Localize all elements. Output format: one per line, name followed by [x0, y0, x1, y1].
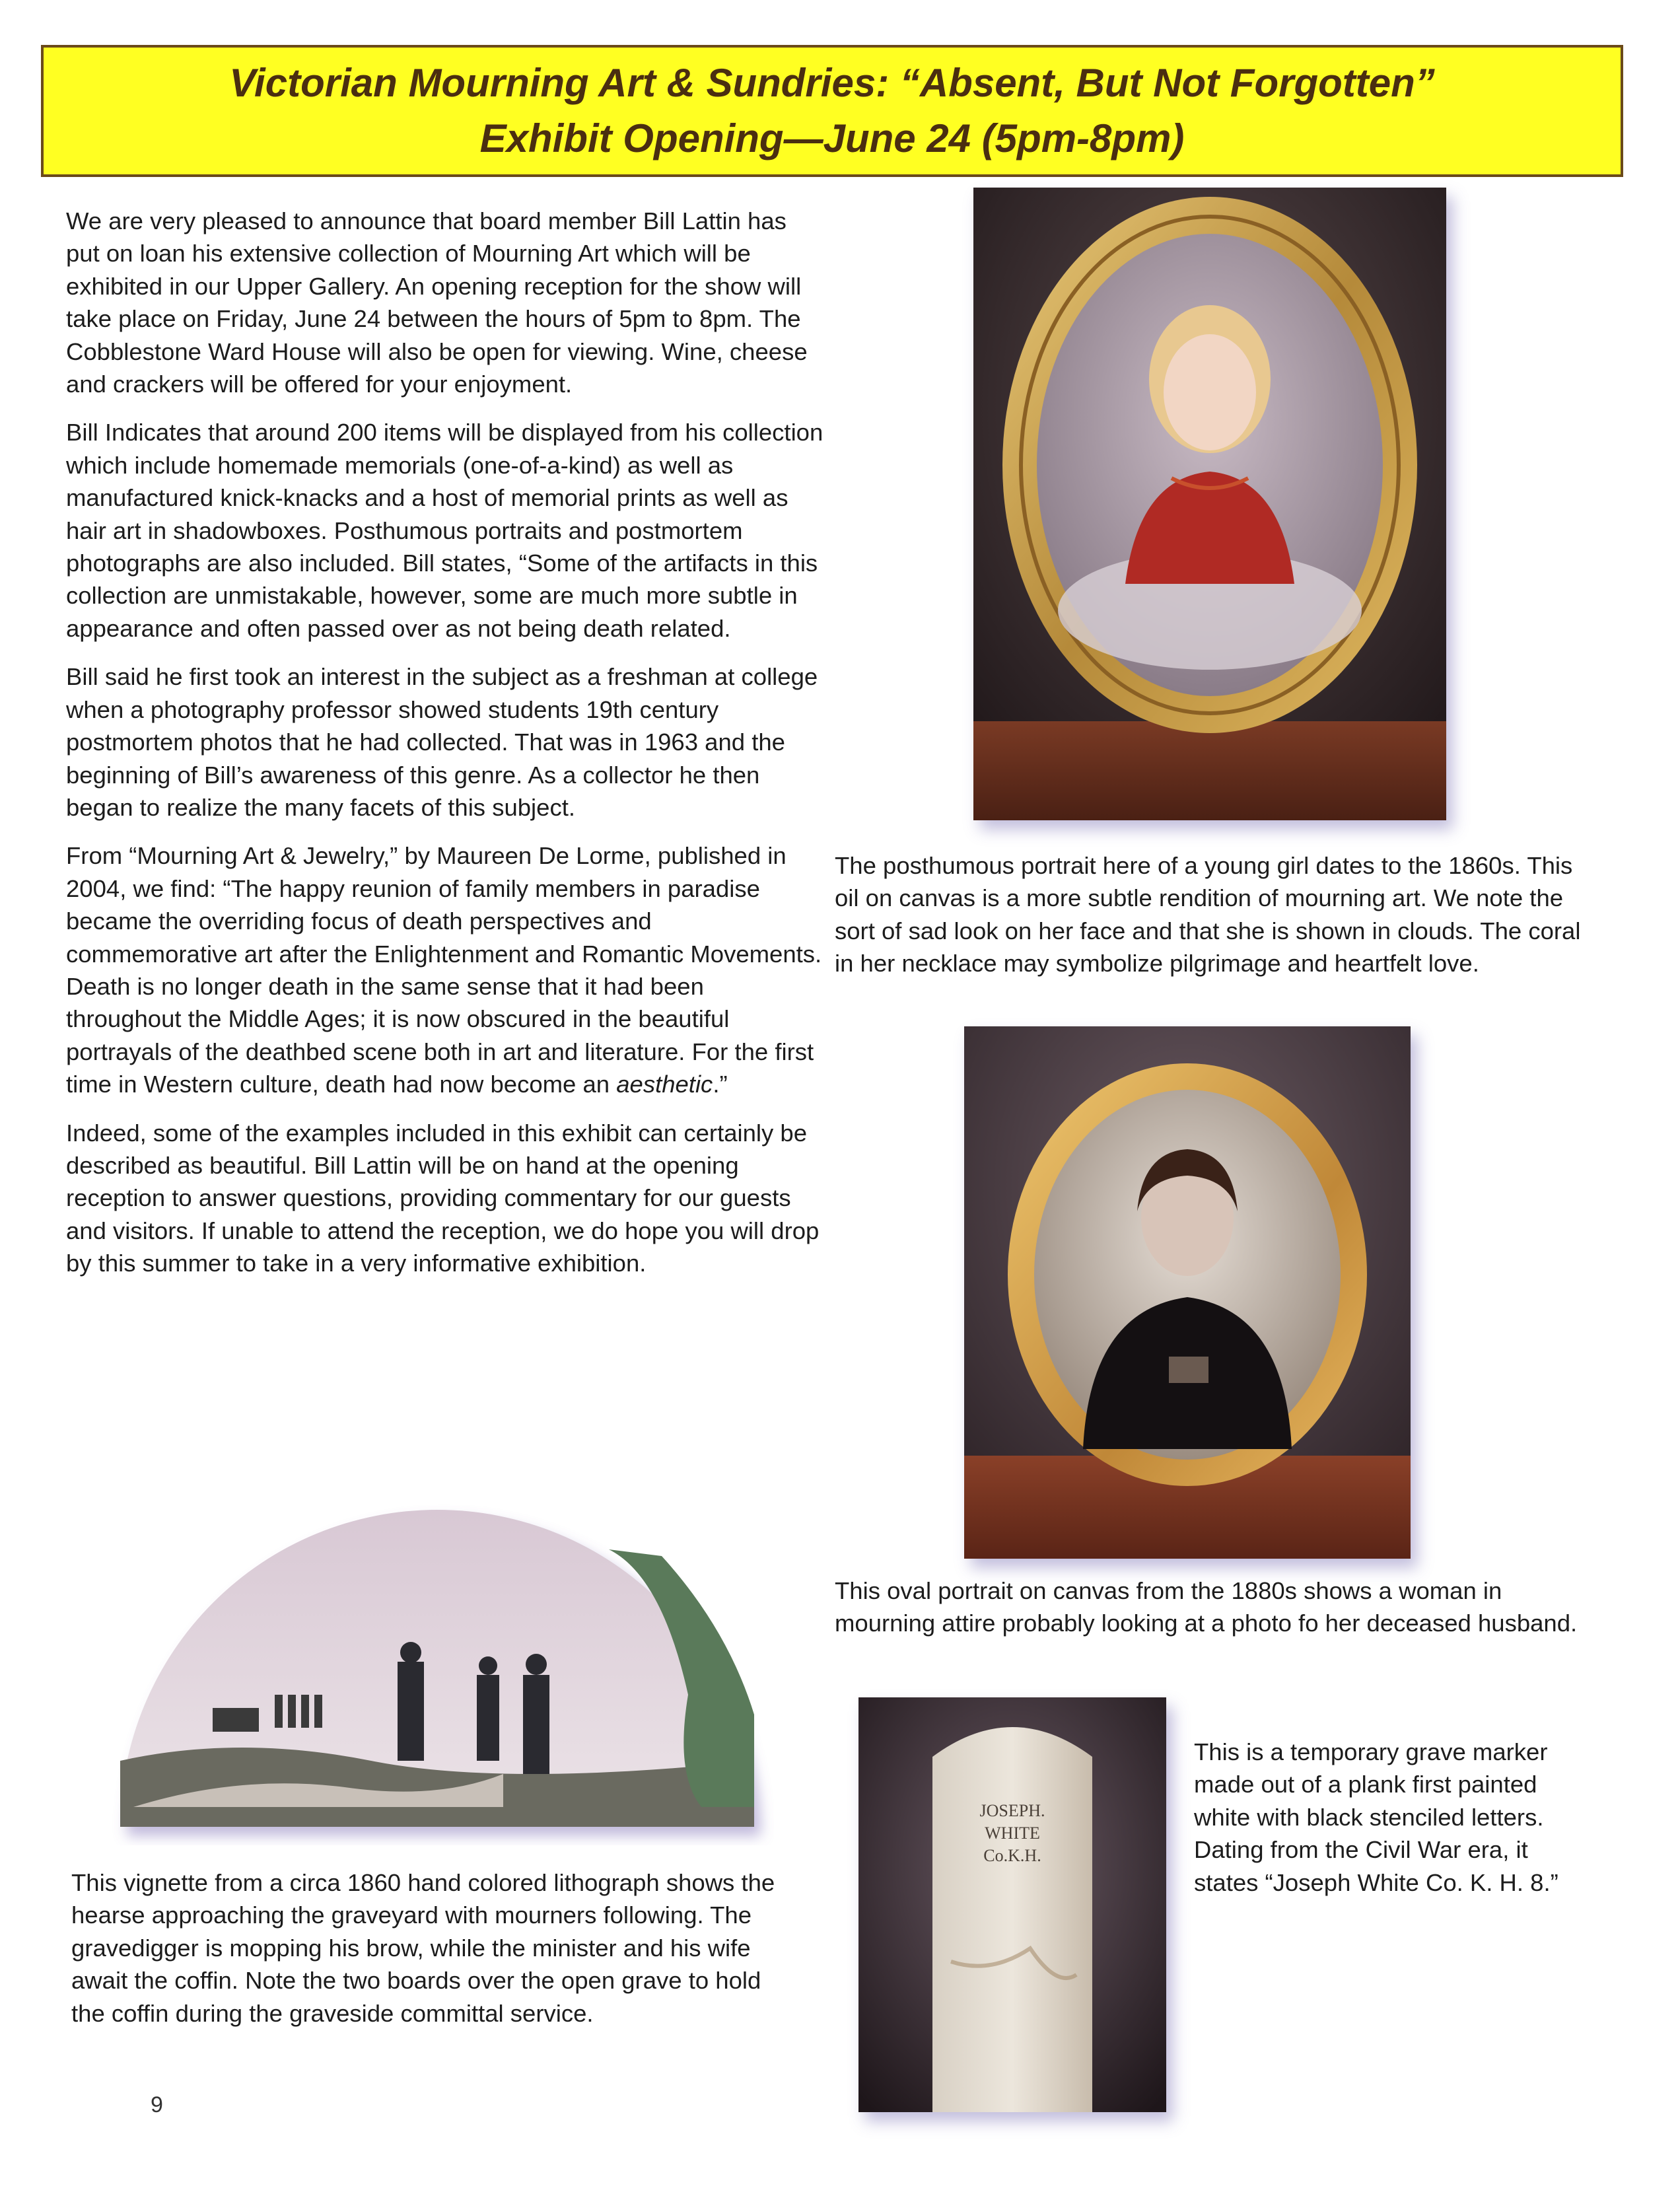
vignette-caption: This vignette from a circa 1860 hand colored lithograph shows the hearse approaching the graveyard with mourners following. The gravedigger is mopping his brow, while the minister and his wife await the coffin. Note the two boards over the open grave to hold the coffin during the graveside committal service.: [71, 1869, 775, 2027]
girl-portrait-caption: The posthumous portrait here of a young girl dates to the 1860s. This oil on canvas is a more subtle rendition of mourning art. We note the sort of sad look on her face and that she is shown in clouds. The coral in her necklace may symbolize pilgrimage and heartfelt love.: [835, 852, 1581, 977]
oval-framed-portrait-of-girl-icon: [973, 188, 1446, 820]
grave-marker-line-1: JOSEPH.: [979, 1801, 1045, 1820]
title-banner: [41, 45, 1623, 177]
quote-italic-word: aesthetic: [616, 1071, 713, 1098]
grave-marker-photo: [858, 1697, 1166, 2112]
semicircular-graveyard-lithograph-icon: [107, 1497, 774, 1845]
grave-marker-caption: This is a temporary grave marker made out of a plank first painted white with black stenciled letters. Dating from the Civil War era, it states “Joseph White Co. K. H. 8.”: [1194, 1738, 1558, 1896]
title-line-1: Victorian Mourning Art & Sundries: “Absent, But Not Forgotten”: [229, 61, 1435, 105]
article-paragraph-5: Indeed, some of the examples included in this exhibit can certainly be described as beautiful. Bill Lattin will be on hand at the opening reception to answer questions, providing commentary for our guests and visitors. If unable to attend the reception, we do hope you will drop by this summer to take in a very informative exhibition.: [66, 1119, 820, 1277]
article-paragraph-3: Bill said he first took an interest in the subject as a freshman at college when a photography professor showed students 19th century postmortem photos that he had collected. That was in 1963 and the beginning of Bill’s awareness of this genre. As a collector he then began to realize the many facets of this subject.: [66, 663, 818, 821]
article-paragraph-1: We are very pleased to announce that board member Bill Lattin has put on loan his extensive collection of Mourning Art which will be exhibited in our Upper Gallery. An opening reception for the show will take place on Friday, June 24 between the hours of 5pm to 8pm. The Cobblestone Ward House will also be open for viewing. Wine, cheese and crackers will be offered for your enjoyment.: [66, 207, 808, 398]
lithograph-vignette-photo: [107, 1497, 774, 1845]
article-body: [66, 205, 825, 1296]
girl-portrait-photo: [973, 188, 1446, 820]
wooden-grave-marker-icon: [858, 1697, 1166, 2112]
oval-framed-portrait-of-woman-icon: [964, 1026, 1411, 1559]
quote-end: .”: [713, 1071, 728, 1098]
woman-portrait-caption: This oval portrait on canvas from the 1880s shows a woman in mourning attire probably looking at a photo fo her deceased husband.: [835, 1577, 1578, 1637]
quote-text: From “Mourning Art & Jewelry,” by Maureen De Lorme, published in 2004, we find: “The happy reunion of family members in paradise became the overriding focus of death perspectives and commemorative art after the Enlightenment and Romantic Movements. Death is no longer death in the same sense that it had been throughout the Middle Ages; it is now obscured in the beautiful portrayals of the deathbed scene both in art and literature. For the first time in Western culture, death had now become an: [66, 842, 822, 1098]
grave-marker-line-2: WHITE: [985, 1824, 1040, 1843]
grave-marker-line-3: Co.K.H.: [983, 1846, 1041, 1865]
title-line-2: Exhibit Opening—June 24 (5pm-8pm): [479, 116, 1185, 160]
article-paragraph-4: [66, 839, 825, 1100]
article-paragraph-2: Bill Indicates that around 200 items will be displayed from his collection which include homemade memorials (one-of-a-kind) as well as manufactured knick-knacks and a host of memorial prints as well as hair art in shadowboxes. Posthumous portraits and postmortem photographs are also included. Bill states, “Some of the artifacts in this collection are unmistakable, however, some are much more subtle in appearance and often passed over as not being death related.: [66, 419, 823, 642]
woman-portrait-photo: [964, 1026, 1411, 1559]
page-number: 9: [151, 2092, 163, 2117]
